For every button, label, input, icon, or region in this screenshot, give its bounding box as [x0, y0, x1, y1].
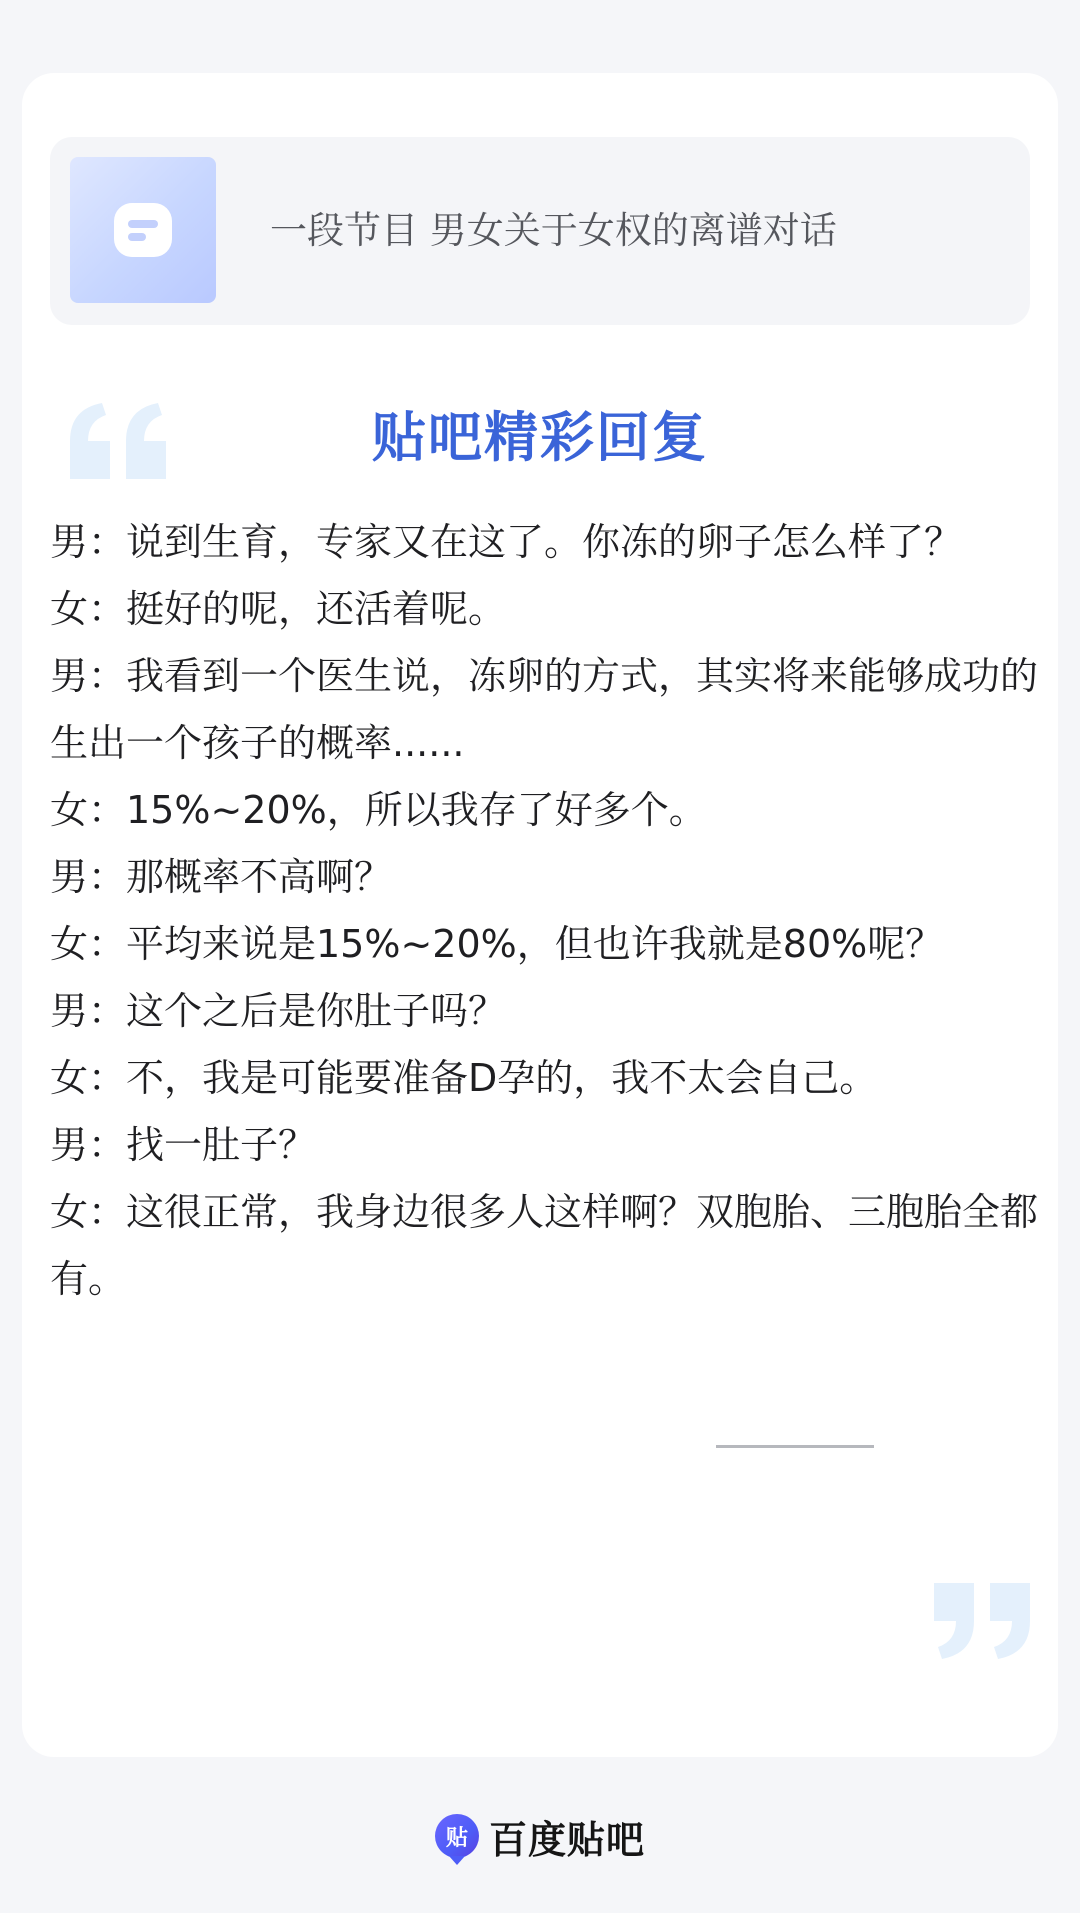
dialogue-line: 男：这个之后是你肚子吗？ [50, 989, 507, 1033]
brand-name: 百度贴吧 [488, 1817, 645, 1862]
topic-title: 一段节目 男女关于女权的离谱对话 [270, 209, 837, 252]
dialogue-line: 女：15%~20%，所以我存了好多个。 [50, 788, 707, 832]
tieba-logo-icon [435, 1814, 479, 1858]
dialogue-line: 男：找一肚子？ [50, 1123, 317, 1167]
dialogue-line: 女：挺好的呢，还活着呢。 [50, 587, 507, 631]
dialogue-line: 男：说到生育，专家又在这了。你冻的卵子怎么样了？ [50, 520, 963, 564]
section-title: 贴吧精彩回复 [372, 406, 708, 469]
topic-link-card[interactable] [50, 137, 1030, 325]
tieba-post-icon [114, 203, 172, 257]
dialogue-line: 女：平均来说是15%~20%，但也许我就是80%呢？ [50, 922, 944, 966]
dialogue-line: 女：不，我是可能要准备D孕的，我不太会自己。 [50, 1056, 878, 1100]
tieba-logo-char: 贴 [445, 1825, 468, 1851]
dialogue-line: 男：那概率不高啊？ [50, 855, 393, 899]
divider [716, 1445, 874, 1448]
dialogue-body [50, 509, 1040, 1313]
topic-thumbnail [70, 157, 216, 303]
dialogue-line: 女：这很正常，我身边很多人这样啊？双胞胎、三胞胎全都有。 [50, 1190, 1039, 1301]
close-quote-icon [922, 1581, 1034, 1661]
share-card [22, 73, 1058, 1757]
dialogue-line: 男：我看到一个医生说，冻卵的方式，其实将来能够成功的生出一个孩子的概率...... [50, 654, 1039, 765]
footer-branding [0, 1808, 1080, 1864]
